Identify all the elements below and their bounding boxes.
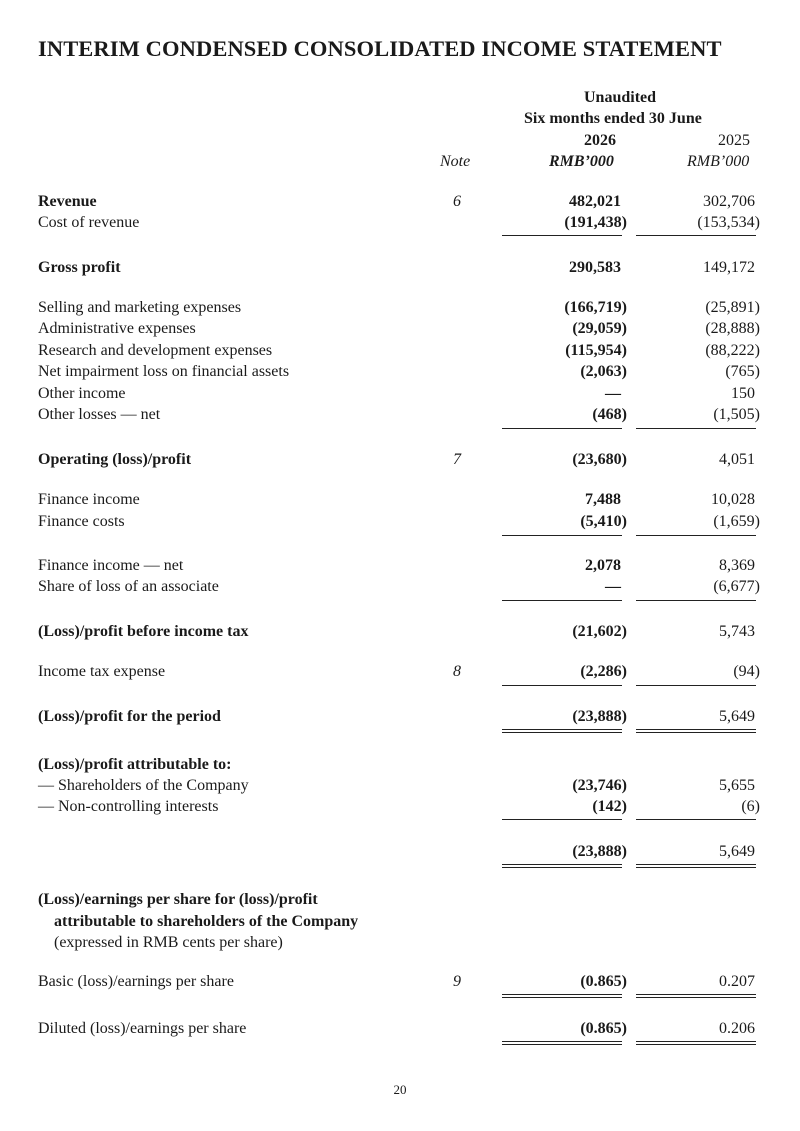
table-row — [0, 299, 800, 321]
unaudited-label: Unaudited — [584, 89, 657, 106]
row-label: (Loss)/profit for the period — [38, 708, 221, 725]
value-2025: (1,659) — [713, 513, 760, 530]
row-label: Gross profit — [38, 259, 121, 276]
table-row — [0, 214, 800, 236]
subtotal-rule — [636, 535, 756, 536]
subtotal-rule — [502, 235, 622, 236]
total-double-rule — [502, 729, 622, 733]
value-2025: (6) — [741, 798, 760, 815]
row-label: — Non-controlling interests — [38, 798, 219, 815]
subtotal-rule — [502, 535, 622, 536]
unit-current: RMB’000 — [549, 153, 614, 170]
value-2026: 7,488 — [585, 491, 621, 508]
eps-heading-line3: (expressed in RMB cents per share) — [54, 934, 283, 951]
value-2026: (21,602) — [572, 623, 627, 640]
row-label: Cost of revenue — [38, 214, 140, 231]
eps-heading-line2: attributable to shareholders of the Company — [54, 912, 359, 930]
value-2026: 2,078 — [585, 557, 621, 574]
value-2025: 8,369 — [719, 557, 755, 574]
value-2025: (765) — [725, 363, 760, 380]
row-label: (Loss)/profit attributable to: — [38, 756, 232, 773]
table-row — [0, 973, 800, 995]
unit-prior: RMB’000 — [687, 153, 750, 170]
row-label: (Loss)/profit before income tax — [38, 623, 249, 640]
table-row — [0, 708, 800, 730]
value-2025: 5,655 — [719, 777, 755, 794]
eps-heading — [38, 889, 358, 954]
row-label: Share of loss of an associate — [38, 578, 219, 595]
table-row — [0, 1020, 800, 1042]
row-label: Research and development expenses — [38, 342, 273, 359]
table-row — [0, 363, 800, 385]
value-2025: (28,888) — [705, 320, 760, 337]
value-2025: 149,172 — [703, 259, 755, 276]
period-label: Six months ended 30 June — [524, 110, 702, 127]
row-note: 6 — [453, 193, 461, 210]
value-2025: (25,891) — [705, 299, 760, 316]
table-row — [0, 259, 800, 281]
row-note: 7 — [453, 451, 461, 468]
table-row — [0, 756, 800, 778]
value-2025: 5,743 — [719, 623, 755, 640]
total-double-rule — [502, 864, 622, 868]
value-2025: 0.206 — [719, 1020, 755, 1037]
row-label: Selling and marketing expenses — [38, 299, 242, 316]
value-2025: 5,649 — [719, 843, 755, 860]
value-2026: (23,746) — [572, 777, 627, 794]
value-2026: (2,286) — [580, 663, 627, 680]
value-2026: (5,410) — [580, 513, 627, 530]
subtotal-rule — [636, 235, 756, 236]
row-label: Operating (loss)/profit — [38, 451, 192, 468]
subtotal-rule — [502, 819, 622, 820]
subtotal-rule — [502, 428, 622, 429]
table-row — [0, 578, 800, 600]
value-2026: 290,583 — [569, 259, 621, 276]
value-2026: (115,954) — [565, 342, 627, 359]
table-row — [0, 843, 800, 865]
year-prior: 2025 — [718, 132, 750, 149]
row-label: Finance income — net — [38, 557, 184, 574]
table-row — [0, 663, 800, 685]
value-2025: (6,677) — [713, 578, 760, 595]
year-current: 2026 — [584, 132, 616, 149]
value-2026: 482,021 — [569, 193, 621, 210]
table-row — [0, 491, 800, 513]
total-double-rule — [636, 864, 756, 868]
value-2026: (23,680) — [572, 451, 627, 468]
page-title: INTERIM CONDENSED CONSOLIDATED INCOME STATEMENT — [38, 36, 722, 61]
table-row — [0, 342, 800, 364]
table-row — [0, 451, 800, 473]
table-row — [0, 193, 800, 215]
page-number: 20 — [393, 1082, 407, 1097]
row-label: Finance costs — [38, 513, 125, 530]
value-2026: (23,888) — [572, 843, 627, 860]
value-2026: (166,719) — [564, 299, 627, 316]
table-row — [0, 623, 800, 645]
subtotal-rule — [636, 600, 756, 601]
row-label: Revenue — [38, 193, 97, 210]
row-label: Basic (loss)/earnings per share — [38, 973, 234, 990]
value-2025: (153,534) — [697, 214, 760, 231]
value-2026: (0.865) — [580, 1020, 627, 1037]
value-2026: (2,063) — [580, 363, 627, 380]
value-2026: (29,059) — [572, 320, 627, 337]
row-label: Other income — [38, 385, 126, 402]
value-2026: (191,438) — [564, 214, 627, 231]
value-2025: 10,028 — [711, 491, 755, 508]
value-2025: 0.207 — [719, 973, 755, 990]
row-label: Other losses — net — [38, 406, 161, 423]
subtotal-rule — [636, 428, 756, 429]
value-2025: 5,649 — [719, 708, 755, 725]
table-row — [0, 777, 800, 799]
row-label: Administrative expenses — [38, 320, 196, 337]
value-2025: (88,222) — [705, 342, 760, 359]
value-2026: — — [605, 578, 621, 595]
total-double-rule — [636, 994, 756, 998]
value-2026: (468) — [592, 406, 627, 423]
total-double-rule — [636, 1041, 756, 1045]
row-label: Income tax expense — [38, 663, 166, 680]
value-2026: — — [605, 385, 621, 402]
total-double-rule — [502, 994, 622, 998]
table-row — [0, 798, 800, 820]
subtotal-rule — [636, 685, 756, 686]
value-2025: 150 — [731, 385, 755, 402]
subtotal-rule — [502, 685, 622, 686]
table-row — [0, 513, 800, 535]
total-double-rule — [636, 729, 756, 733]
row-label: Net impairment loss on financial assets — [38, 363, 290, 380]
value-2025: 4,051 — [719, 451, 755, 468]
table-row — [0, 385, 800, 407]
total-double-rule — [502, 1041, 622, 1045]
row-label: — Shareholders of the Company — [38, 777, 249, 794]
table-row — [0, 406, 800, 428]
row-note: 9 — [453, 973, 461, 990]
table-row — [0, 557, 800, 579]
value-2025: 302,706 — [703, 193, 755, 210]
value-2026: (142) — [592, 798, 627, 815]
eps-heading-line1: (Loss)/earnings per share for (loss)/profit — [38, 891, 318, 908]
row-note: 8 — [453, 663, 461, 680]
row-label: Finance income — [38, 491, 140, 508]
table-row — [0, 320, 800, 342]
subtotal-rule — [636, 819, 756, 820]
subtotal-rule — [502, 600, 622, 601]
value-2025: (1,505) — [713, 406, 760, 423]
value-2026: (23,888) — [572, 708, 627, 725]
row-label: Diluted (loss)/earnings per share — [38, 1020, 247, 1037]
note-header: Note — [440, 153, 471, 170]
value-2026: (0.865) — [580, 973, 627, 990]
value-2025: (94) — [733, 663, 760, 680]
